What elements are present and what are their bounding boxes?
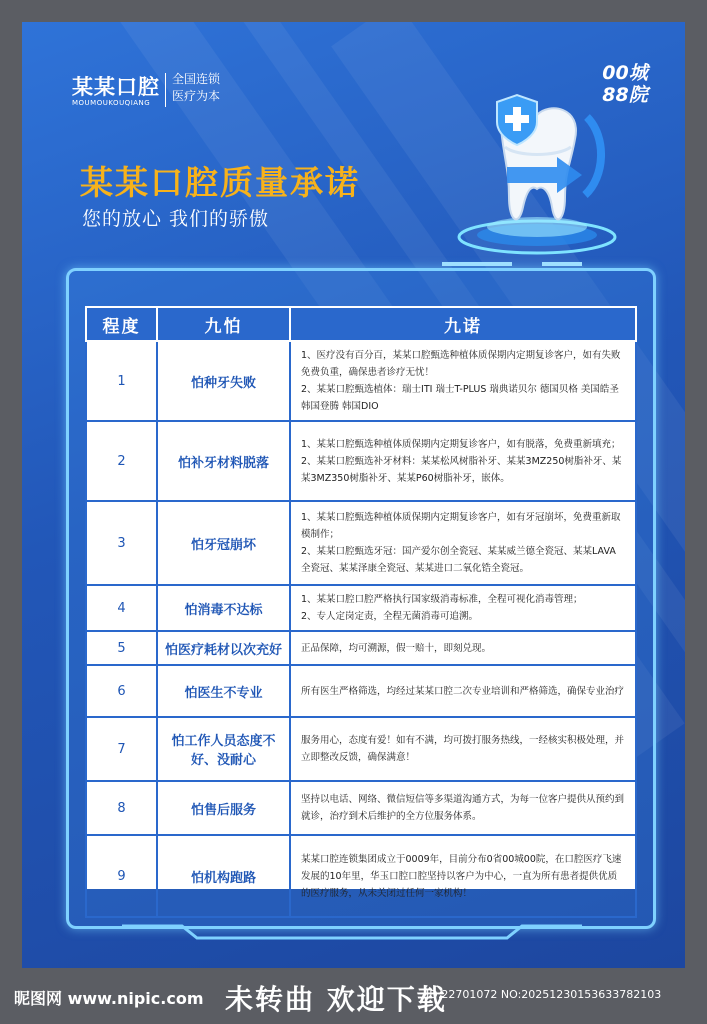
row-promise: 1、某某口腔甄选种植体质保期内定期复诊客户，如有牙冠崩坏，免费重新取模制作； 2、某某口腔甄选牙冠：国产爱尔创全瓷冠、某某威兰德全瓷冠、某某LAVA全瓷冠、某某泽康全瓷冠、某某进口二氧化锆全瓷冠。 bbox=[290, 501, 636, 585]
frame-deco bbox=[442, 262, 512, 266]
tooth-3d-icon bbox=[457, 77, 627, 257]
row-promise: 某某口腔连锁集团成立于0009年，目前分布0省00城00院，在口腔医疗飞速发展的10年里，华玉口腔口腔坚持以客户为中心，一直为所有患者提供优质的医疗服务，从未关闭过任何一家机构！ bbox=[290, 835, 636, 917]
badge-line1: 00城 bbox=[602, 62, 648, 84]
row-fear: 怕医生不专业 bbox=[157, 665, 290, 717]
badge-line2: 88院 bbox=[602, 84, 648, 106]
watermark-id: ID:22701072 NO:20251230153633782103 bbox=[426, 988, 662, 1001]
row-level: 3 bbox=[86, 501, 157, 585]
row-promise: 坚持以电话、网络、微信短信等多渠道沟通方式，为每一位客户提供从预约到就诊，治疗到术后维护的全方位服务体系。 bbox=[290, 781, 636, 835]
row-level: 9 bbox=[86, 835, 157, 917]
row-fear: 怕消毒不达标 bbox=[157, 585, 290, 631]
row-promise: 1、某某口腔口腔严格执行国家级消毒标准，全程可视化消毒管理； 2、专人定岗定责，全程无菌消毒可追溯。 bbox=[290, 585, 636, 631]
promise-table bbox=[85, 306, 637, 899]
row-promise: 所有医生严格筛选，均经过某某口腔二次专业培训和严格筛选，确保专业治疗 bbox=[290, 665, 636, 717]
table-row bbox=[86, 665, 636, 717]
row-fear: 怕售后服务 bbox=[157, 781, 290, 835]
table-row bbox=[86, 501, 636, 585]
page-subtitle: 您的放心 我们的骄傲 bbox=[82, 208, 270, 230]
row-fear: 怕机构跑路 bbox=[157, 835, 290, 917]
row-promise: 服务用心，态度有爱！如有不满，均可拨打服务热线，一经核实积极处理，并立即整改反馈，确保满意！ bbox=[290, 717, 636, 781]
row-fear: 怕医疗耗材以次充好 bbox=[157, 631, 290, 665]
bottom-deco bbox=[122, 924, 582, 940]
row-fear: 怕种牙失败 bbox=[157, 341, 290, 421]
table-row bbox=[86, 781, 636, 835]
row-promise: 正品保障，均可溯源，假一赔十，即刻兑现。 bbox=[290, 631, 636, 665]
row-level: 1 bbox=[86, 341, 157, 421]
logo-divider bbox=[165, 73, 166, 107]
table-row bbox=[86, 585, 636, 631]
row-level: 6 bbox=[86, 665, 157, 717]
table-row bbox=[86, 631, 636, 665]
table-body bbox=[86, 341, 636, 917]
table-row bbox=[86, 421, 636, 501]
table-row bbox=[86, 835, 636, 917]
row-level: 5 bbox=[86, 631, 157, 665]
row-promise: 1、某某口腔甄选种植体质保期内定期复诊客户，如有脱落，免费重新填充； 2、某某口腔甄选补牙材料：某某松风树脂补牙、某某3MZ250树脂补牙、某某3MZ350树脂补牙、某某P60树脂补牙，嵌体。 bbox=[290, 421, 636, 501]
row-fear: 怕补牙材料脱落 bbox=[157, 421, 290, 501]
header-level: 程度 bbox=[86, 307, 157, 341]
frame-deco bbox=[542, 262, 582, 266]
row-promise: 1、医疗没有百分百，某某口腔甄选种植体质保期内定期复诊客户，如有失败免费负重，确保患者诊疗无忧！ 2、某某口腔甄选植体：瑞士ITI 瑞士T-PLUS 瑞典诺贝尔 德国贝格 美国皓圣 韩国登腾 韩国DIO bbox=[290, 341, 636, 421]
row-fear: 怕牙冠崩坏 bbox=[157, 501, 290, 585]
watermark-center: 未转曲 欢迎下载 bbox=[225, 983, 447, 1016]
page-title: 某某口腔质量承诺 bbox=[80, 163, 360, 202]
watermark-bar bbox=[0, 968, 707, 1024]
poster bbox=[22, 22, 685, 968]
row-level: 4 bbox=[86, 585, 157, 631]
row-level: 7 bbox=[86, 717, 157, 781]
brand-pinyin: MOUMOUKOUQIANG bbox=[72, 99, 151, 107]
table-row bbox=[86, 717, 636, 781]
brand-slogan bbox=[172, 71, 252, 105]
row-fear: 怕工作人员态度不好、没耐心 bbox=[157, 717, 290, 781]
header-promise: 九诺 bbox=[290, 307, 636, 341]
row-level: 8 bbox=[86, 781, 157, 835]
watermark-site: 昵图网 www.nipic.com bbox=[14, 989, 204, 1008]
slogan-line1: 全国连锁 bbox=[172, 72, 221, 86]
slogan-line2: 医疗为本 bbox=[172, 89, 221, 103]
header-fear: 九怕 bbox=[157, 307, 290, 341]
brand-name: 某某口腔 bbox=[72, 75, 160, 99]
table-row bbox=[86, 341, 636, 421]
row-level: 2 bbox=[86, 421, 157, 501]
